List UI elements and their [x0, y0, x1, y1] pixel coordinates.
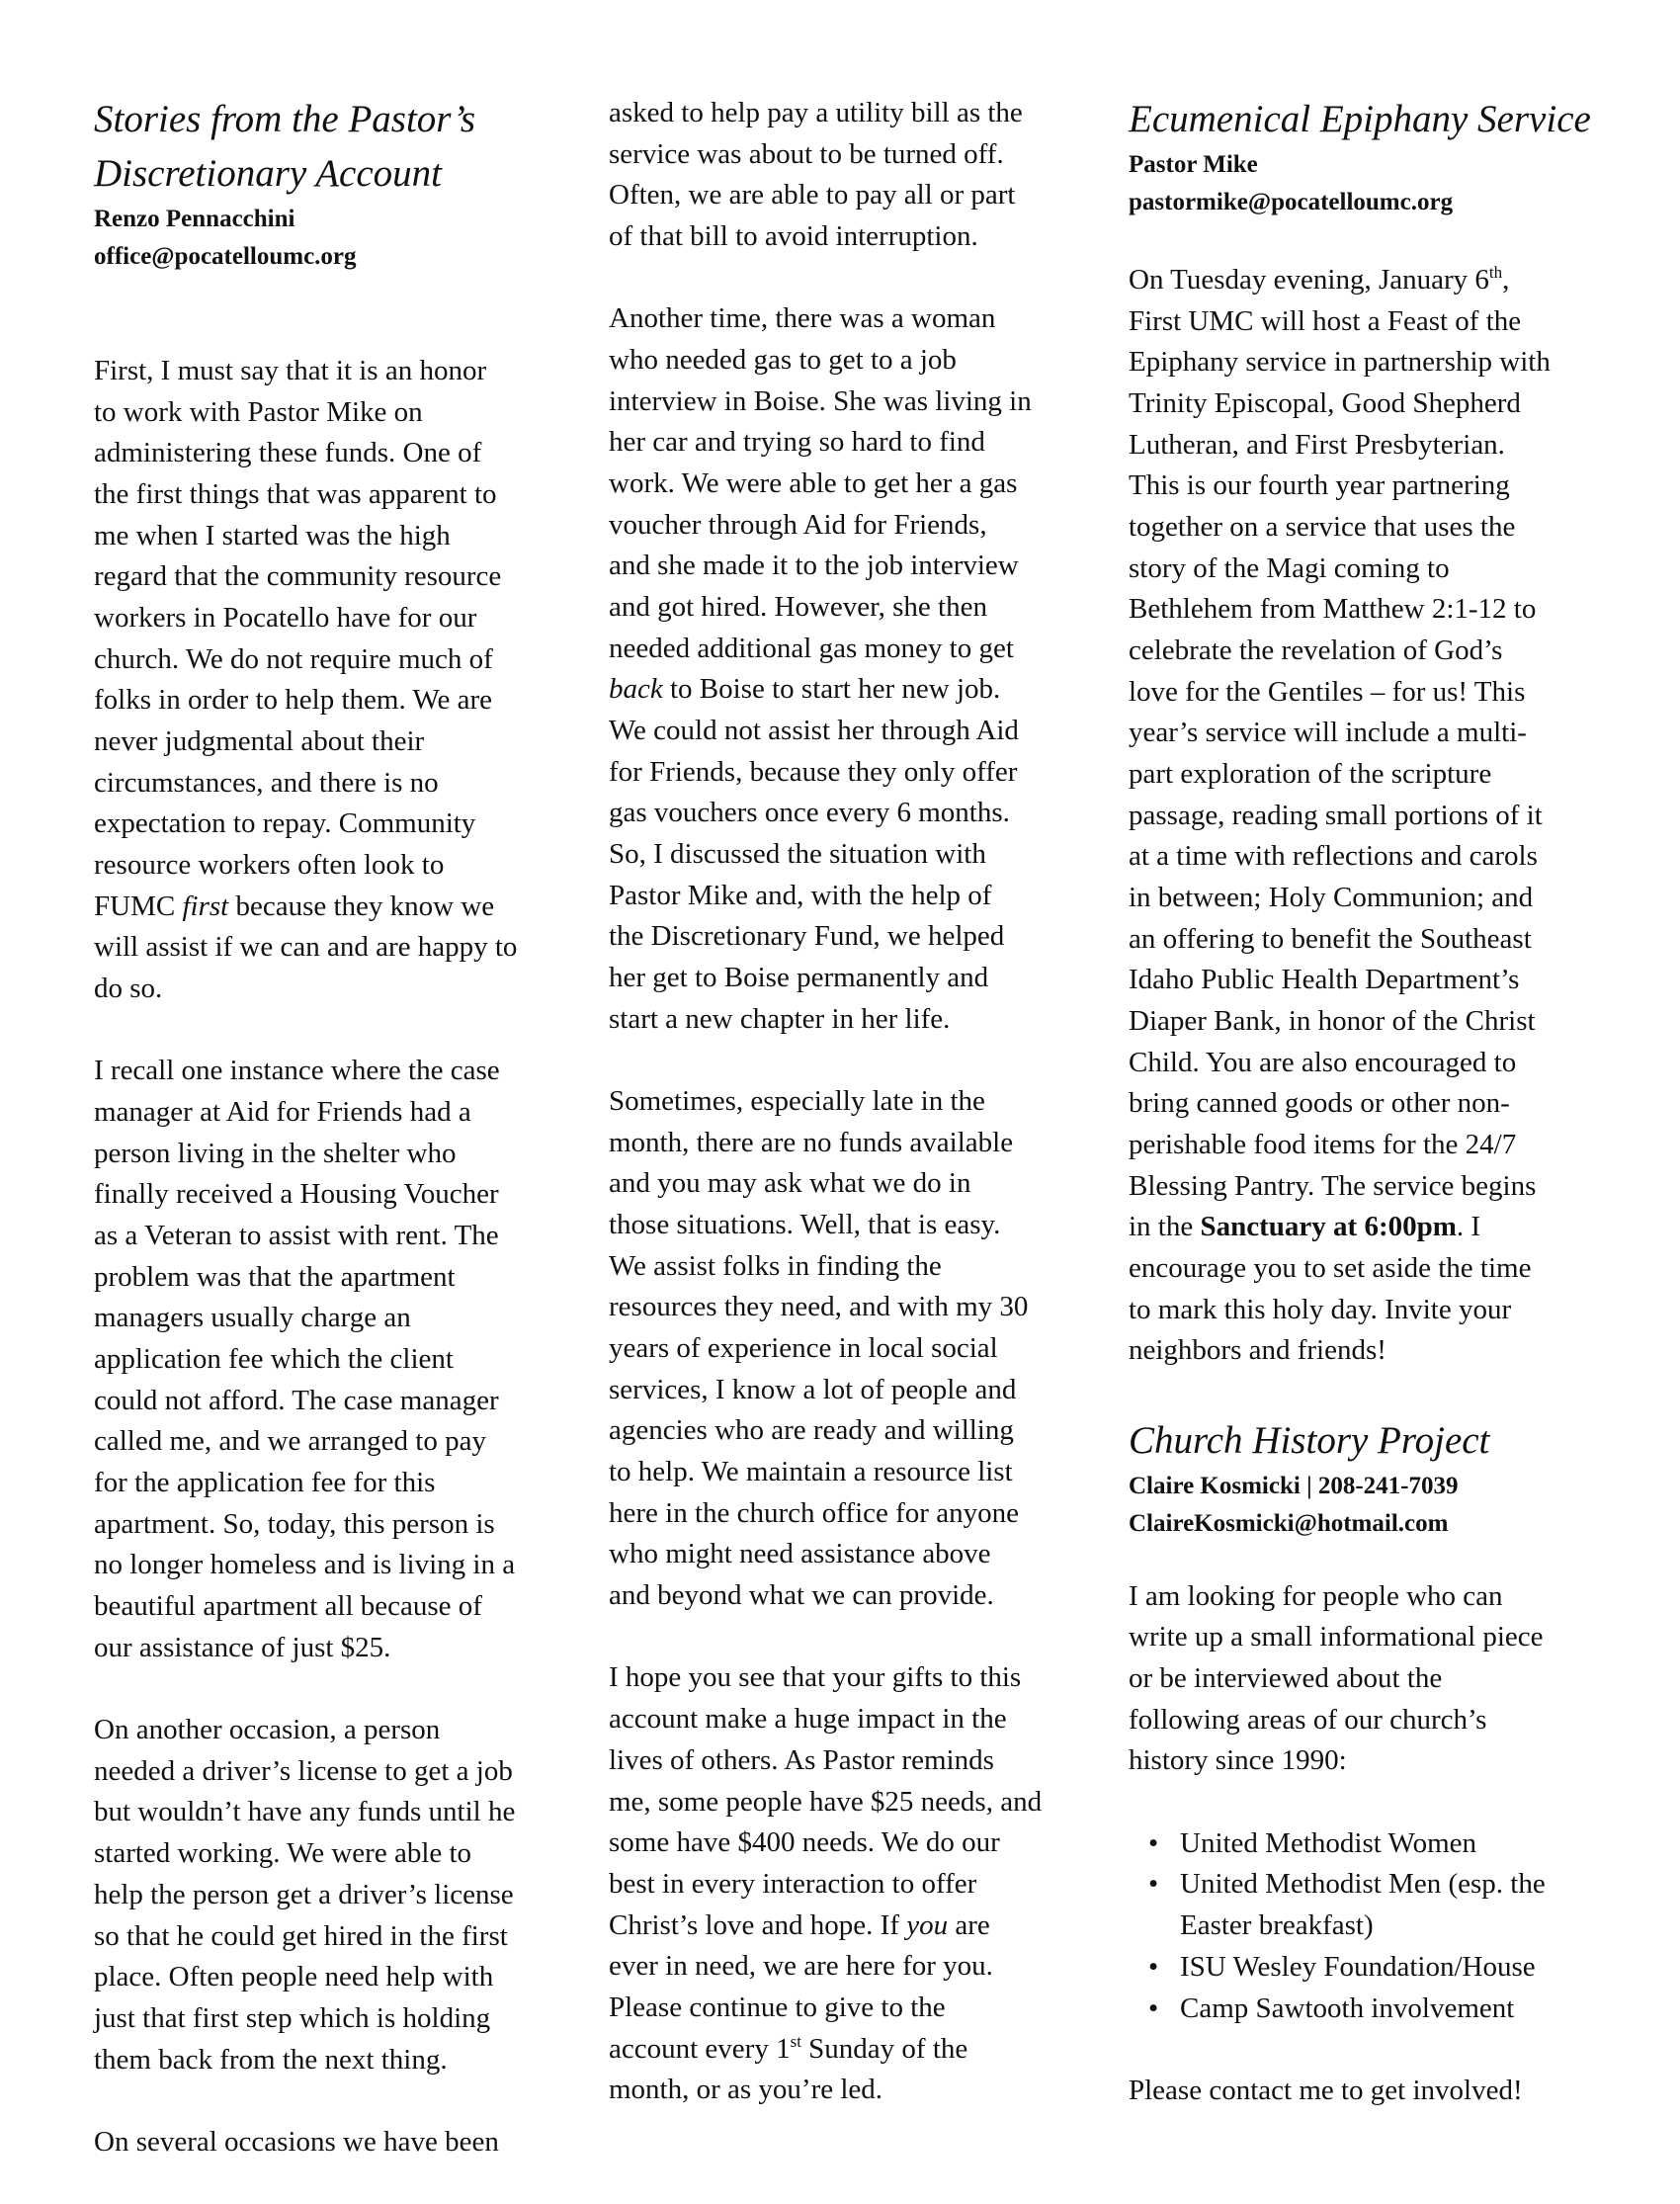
text-line: So, I discussed the situation with: [609, 838, 986, 871]
text-line: or be interviewed about the: [1129, 1662, 1443, 1695]
bullet-icon: •: [1148, 1950, 1159, 1983]
title-line: Stories from the Pastor’s: [94, 98, 476, 140]
italic-text: back: [609, 673, 663, 706]
text-line: ever in need, we are here for you.: [609, 1950, 993, 1983]
text-line: month, or as you’re led.: [609, 2074, 883, 2106]
text-line: I am looking for people who can: [1129, 1579, 1503, 1612]
text-line: application fee which the client: [94, 1343, 454, 1376]
text-line: I recall one instance where the case: [94, 1055, 500, 1087]
text-line: resource workers often look to: [94, 849, 445, 882]
text-segment: are: [948, 1908, 990, 1941]
text-line: On another occasion, a person: [94, 1714, 441, 1746]
paragraph: [94, 1710, 608, 2080]
text-line: United Methodist Men (esp. the: [1180, 1868, 1546, 1901]
text-line: expectation to repay. Community: [94, 807, 476, 840]
paragraph: [609, 1657, 1123, 2110]
text-line: resources they need, and with my 30: [609, 1291, 1029, 1323]
paragraph: [1129, 2071, 1642, 2112]
text-line: asked to help pay a utility bill as the: [609, 97, 1023, 128]
text-line: folks in order to help them. We are: [94, 684, 493, 717]
text-line: as a Veteran to assist with rent. The: [94, 1220, 499, 1252]
text-line: and got hired. However, she then: [609, 591, 987, 624]
history-topics-list: [1129, 1823, 1642, 2029]
text-line: [609, 669, 1123, 711]
text-line: service was about to be turned off.: [609, 137, 1004, 170]
text-line: [1129, 1207, 1642, 1248]
text-line: person living in the shelter who: [94, 1137, 457, 1169]
list-item: [1129, 1823, 1642, 1865]
text-segment: account every 1: [609, 2032, 791, 2065]
text-line: could not afford. The case manager: [94, 1384, 499, 1416]
text-line: regard that the community resource: [94, 560, 502, 593]
text-segment: FUMC: [94, 890, 183, 922]
text-line: manager at Aid for Friends had a: [94, 1096, 471, 1129]
epiphany-email[interactable]: pastormike@pocatelloumc.org: [1129, 189, 1454, 215]
text-line: apartment. So, today, this person is: [94, 1507, 495, 1540]
bullet-icon: •: [1148, 1826, 1159, 1859]
text-line: years of experience in local social: [609, 1332, 998, 1365]
text-line: managers usually charge an: [94, 1302, 411, 1334]
italic-text: first: [182, 890, 229, 922]
text-line: Sometimes, especially late in the: [609, 1085, 985, 1118]
paragraph: [1129, 260, 1642, 1372]
text-line: encourage you to set aside the time: [1129, 1252, 1532, 1285]
history-contact: Claire Kosmicki | 208-241-7039: [1129, 1472, 1459, 1499]
text-line: history since 1990:: [1129, 1744, 1347, 1777]
text-line: for the application fee for this: [94, 1467, 436, 1499]
text-line: passage, reading small portions of it: [1129, 799, 1543, 831]
text-line: will assist if we can and are happy to: [94, 931, 518, 964]
bullet-icon: •: [1148, 1992, 1159, 2024]
text-line: Easter breakfast): [1180, 1909, 1374, 1942]
text-segment: Christ’s love and hope. If: [609, 1908, 907, 1941]
text-line: me when I started was the high: [94, 519, 451, 551]
bold-text: Sanctuary at 6:00pm: [1200, 1211, 1457, 1243]
text-line: the first things that was apparent to: [94, 478, 497, 511]
text-line: Epiphany service in partnership with: [1129, 346, 1551, 379]
paragraph: [609, 93, 1123, 258]
text-line: Lutheran, and First Presbyterian.: [1129, 428, 1505, 461]
text-segment: because they know we: [228, 890, 495, 922]
text-line: who needed gas to get to a job: [609, 344, 957, 377]
epiphany-body: [1129, 260, 1642, 1372]
text-line: do so.: [94, 973, 163, 1005]
text-line: ISU Wesley Foundation/House: [1180, 1950, 1536, 1983]
text-line: our assistance of just $25.: [94, 1631, 391, 1663]
text-line: for Friends, because they only offer: [609, 755, 1018, 788]
text-line: them back from the next thing.: [94, 2043, 448, 2076]
text-line: celebrate the revelation of God’s: [1129, 635, 1503, 667]
list-item: [1129, 1864, 1642, 1946]
text-segment: ,: [1502, 264, 1510, 296]
epiphany-author: Pastor Mike: [1129, 151, 1258, 178]
text-line: here in the church office for anyone: [609, 1496, 1019, 1529]
italic-text: you: [906, 1908, 949, 1941]
text-segment: in the: [1129, 1211, 1201, 1243]
text-line: those situations. Well, that is easy.: [609, 1209, 1001, 1241]
text-line: Please contact me to get involved!: [1129, 2074, 1523, 2106]
text-line: to mark this holy day. Invite your: [1129, 1293, 1512, 1325]
text-line: no longer homeless and is living in a: [94, 1549, 516, 1581]
text-line: circumstances, and there is no: [94, 766, 439, 799]
text-line: Child. You are also encouraged to: [1129, 1046, 1517, 1078]
text-line: me, some people have $25 needs, and: [609, 1785, 1043, 1818]
history-title: Church History Project: [1129, 1418, 1490, 1462]
superscript-text: st: [790, 2031, 801, 2051]
text-line: We assist folks in finding the: [609, 1249, 942, 1282]
text-line: Another time, there was a woman: [609, 302, 996, 335]
text-line: start a new chapter in her life.: [609, 1002, 951, 1035]
text-line: administering these funds. One of: [94, 437, 482, 469]
text-line: problem was that the apartment: [94, 1260, 456, 1293]
bullet-icon: •: [1148, 1868, 1159, 1901]
text-line: agencies who are ready and willing: [609, 1414, 1014, 1447]
text-line: and you may ask what we do in: [609, 1167, 971, 1200]
text-line: [94, 887, 608, 928]
text-segment: to Boise to start her new job.: [662, 673, 1001, 706]
text-line: in between; Holy Communion; and: [1129, 882, 1534, 914]
superscript-text: th: [1488, 263, 1503, 282]
text-line: services, I know a lot of people and: [609, 1373, 1017, 1405]
text-line: This is our fourth year partnering: [1129, 469, 1510, 502]
column-3: [1129, 92, 1642, 2153]
text-line: an offering to benefit the Southeast: [1129, 922, 1532, 955]
title-line: Discretionary Account: [94, 152, 443, 195]
paragraph: [1129, 1576, 1642, 1782]
text-line: some have $400 needs. We do our: [609, 1826, 1000, 1859]
paragraph: [94, 2122, 608, 2163]
text-line: workers in Pocatello have for our: [94, 602, 477, 635]
text-line: Trinity Episcopal, Good Shepherd: [1129, 387, 1521, 420]
text-line: who might need assistance above: [609, 1538, 991, 1570]
article-title: [94, 92, 608, 201]
text-line: First, I must say that it is an honor: [94, 355, 487, 386]
text-line: account make a huge impact in the: [609, 1703, 1007, 1736]
history-email[interactable]: ClaireKosmicki@hotmail.com: [1129, 1509, 1449, 1537]
text-line: never judgmental about their: [94, 725, 425, 758]
text-line: Diaper Bank, in honor of the Christ: [1129, 1005, 1536, 1038]
text-line: started working. We were able to: [94, 1837, 472, 1870]
text-line: year’s service will include a multi-: [1129, 717, 1527, 749]
text-line: love for the Gentiles – for us! This: [1129, 675, 1526, 708]
text-line: Blessing Pantry. The service begins: [1129, 1169, 1537, 1202]
epiphany-title: Ecumenical Epiphany Service: [1129, 98, 1591, 140]
text-segment: On Tuesday evening, January 6: [1129, 264, 1489, 296]
paragraph: [94, 1051, 608, 1668]
text-line: Bethlehem from Matthew 2:1-12 to: [1129, 593, 1537, 626]
text-line: [609, 2029, 1123, 2071]
history-closing: [1129, 2071, 1642, 2112]
text-line: called me, and we arranged to pay: [94, 1425, 486, 1458]
author-email[interactable]: office@pocatelloumc.org: [94, 243, 357, 270]
list-item: [1129, 1947, 1642, 1989]
text-line: part exploration of the scripture: [1129, 758, 1492, 791]
text-line: just that first step which is holding: [94, 2001, 491, 2034]
text-line: needed a driver’s license to get a job: [94, 1754, 513, 1787]
text-line: and she made it to the job interview: [609, 550, 1019, 582]
text-line: neighbors and friends!: [1129, 1334, 1386, 1367]
text-line: best in every interaction to offer: [609, 1867, 977, 1900]
column-1: [94, 92, 608, 2204]
text-line: voucher through Aid for Friends,: [609, 508, 987, 541]
text-segment: . I: [1456, 1211, 1481, 1243]
text-line: United Methodist Women: [1180, 1826, 1476, 1859]
author-name: Renzo Pennacchini: [94, 206, 295, 232]
text-line: but wouldn’t have any funds until he: [94, 1796, 516, 1828]
text-line: finally received a Housing Voucher: [94, 1178, 499, 1211]
text-line: needed additional gas money to get: [609, 632, 1014, 664]
text-line: her get to Boise permanently and: [609, 962, 989, 994]
text-line: Camp Sawtooth involvement: [1180, 1992, 1515, 2024]
text-line: Idaho Public Health Department’s: [1129, 964, 1520, 996]
text-line: interview in Boise. She was living in: [609, 384, 1032, 417]
text-line: Often, we are able to pay all or part: [609, 179, 1016, 212]
text-line: together on a service that uses the: [1129, 511, 1516, 544]
text-line: place. Often people need help with: [94, 1961, 494, 1993]
text-line: help the person get a driver’s license: [94, 1878, 514, 1910]
article-body-continued: [609, 93, 1123, 2111]
text-line: beautiful apartment all because of: [94, 1590, 482, 1623]
paragraph: [609, 298, 1123, 1040]
text-line: perishable food items for the 24/7: [1129, 1129, 1517, 1161]
text-line: lives of others. As Pastor reminds: [609, 1743, 994, 1776]
text-line: bring canned goods or other non-: [1129, 1087, 1510, 1120]
text-line: to help. We maintain a resource list: [609, 1456, 1013, 1488]
text-line: church. We do not require much of: [94, 642, 493, 675]
text-line: I hope you see that your gifts to this: [609, 1661, 1022, 1694]
text-line: Please continue to give to the: [609, 1991, 946, 2023]
text-line: and beyond what we can provide.: [609, 1579, 994, 1612]
text-line: the Discretionary Fund, we helped: [609, 920, 1005, 953]
text-line: her car and trying so hard to find: [609, 426, 985, 459]
text-line: story of the Magi coming to: [1129, 551, 1450, 584]
list-item: [1129, 1989, 1642, 2030]
history-intro: [1129, 1576, 1642, 1782]
text-line: so that he could get hired in the first: [94, 1919, 508, 1952]
text-line: [609, 1906, 1123, 1947]
text-line: We could not assist her through Aid: [609, 715, 1019, 747]
article-body: [94, 351, 608, 2163]
text-line: to work with Pastor Mike on: [94, 395, 423, 428]
text-line: of that bill to avoid interruption.: [609, 220, 978, 253]
text-line: First UMC will host a Feast of the: [1129, 304, 1522, 337]
text-line: On several occasions we have been: [94, 2125, 499, 2158]
column-2: [609, 93, 1123, 2153]
text-line: [1129, 260, 1642, 301]
text-line: month, there are no funds available: [609, 1126, 1014, 1158]
text-line: work. We were able to get her a gas: [609, 467, 1018, 500]
text-segment: Sunday of the: [800, 2032, 968, 2065]
paragraph: [609, 1081, 1123, 1617]
text-line: write up a small informational piece: [1129, 1621, 1544, 1653]
paragraph: [94, 351, 608, 1010]
text-line: following areas of our church’s: [1129, 1703, 1487, 1736]
text-line: gas vouchers once every 6 months.: [609, 797, 1010, 829]
text-line: at a time with reflections and carols: [1129, 840, 1538, 873]
text-line: Pastor Mike and, with the help of: [609, 879, 992, 911]
